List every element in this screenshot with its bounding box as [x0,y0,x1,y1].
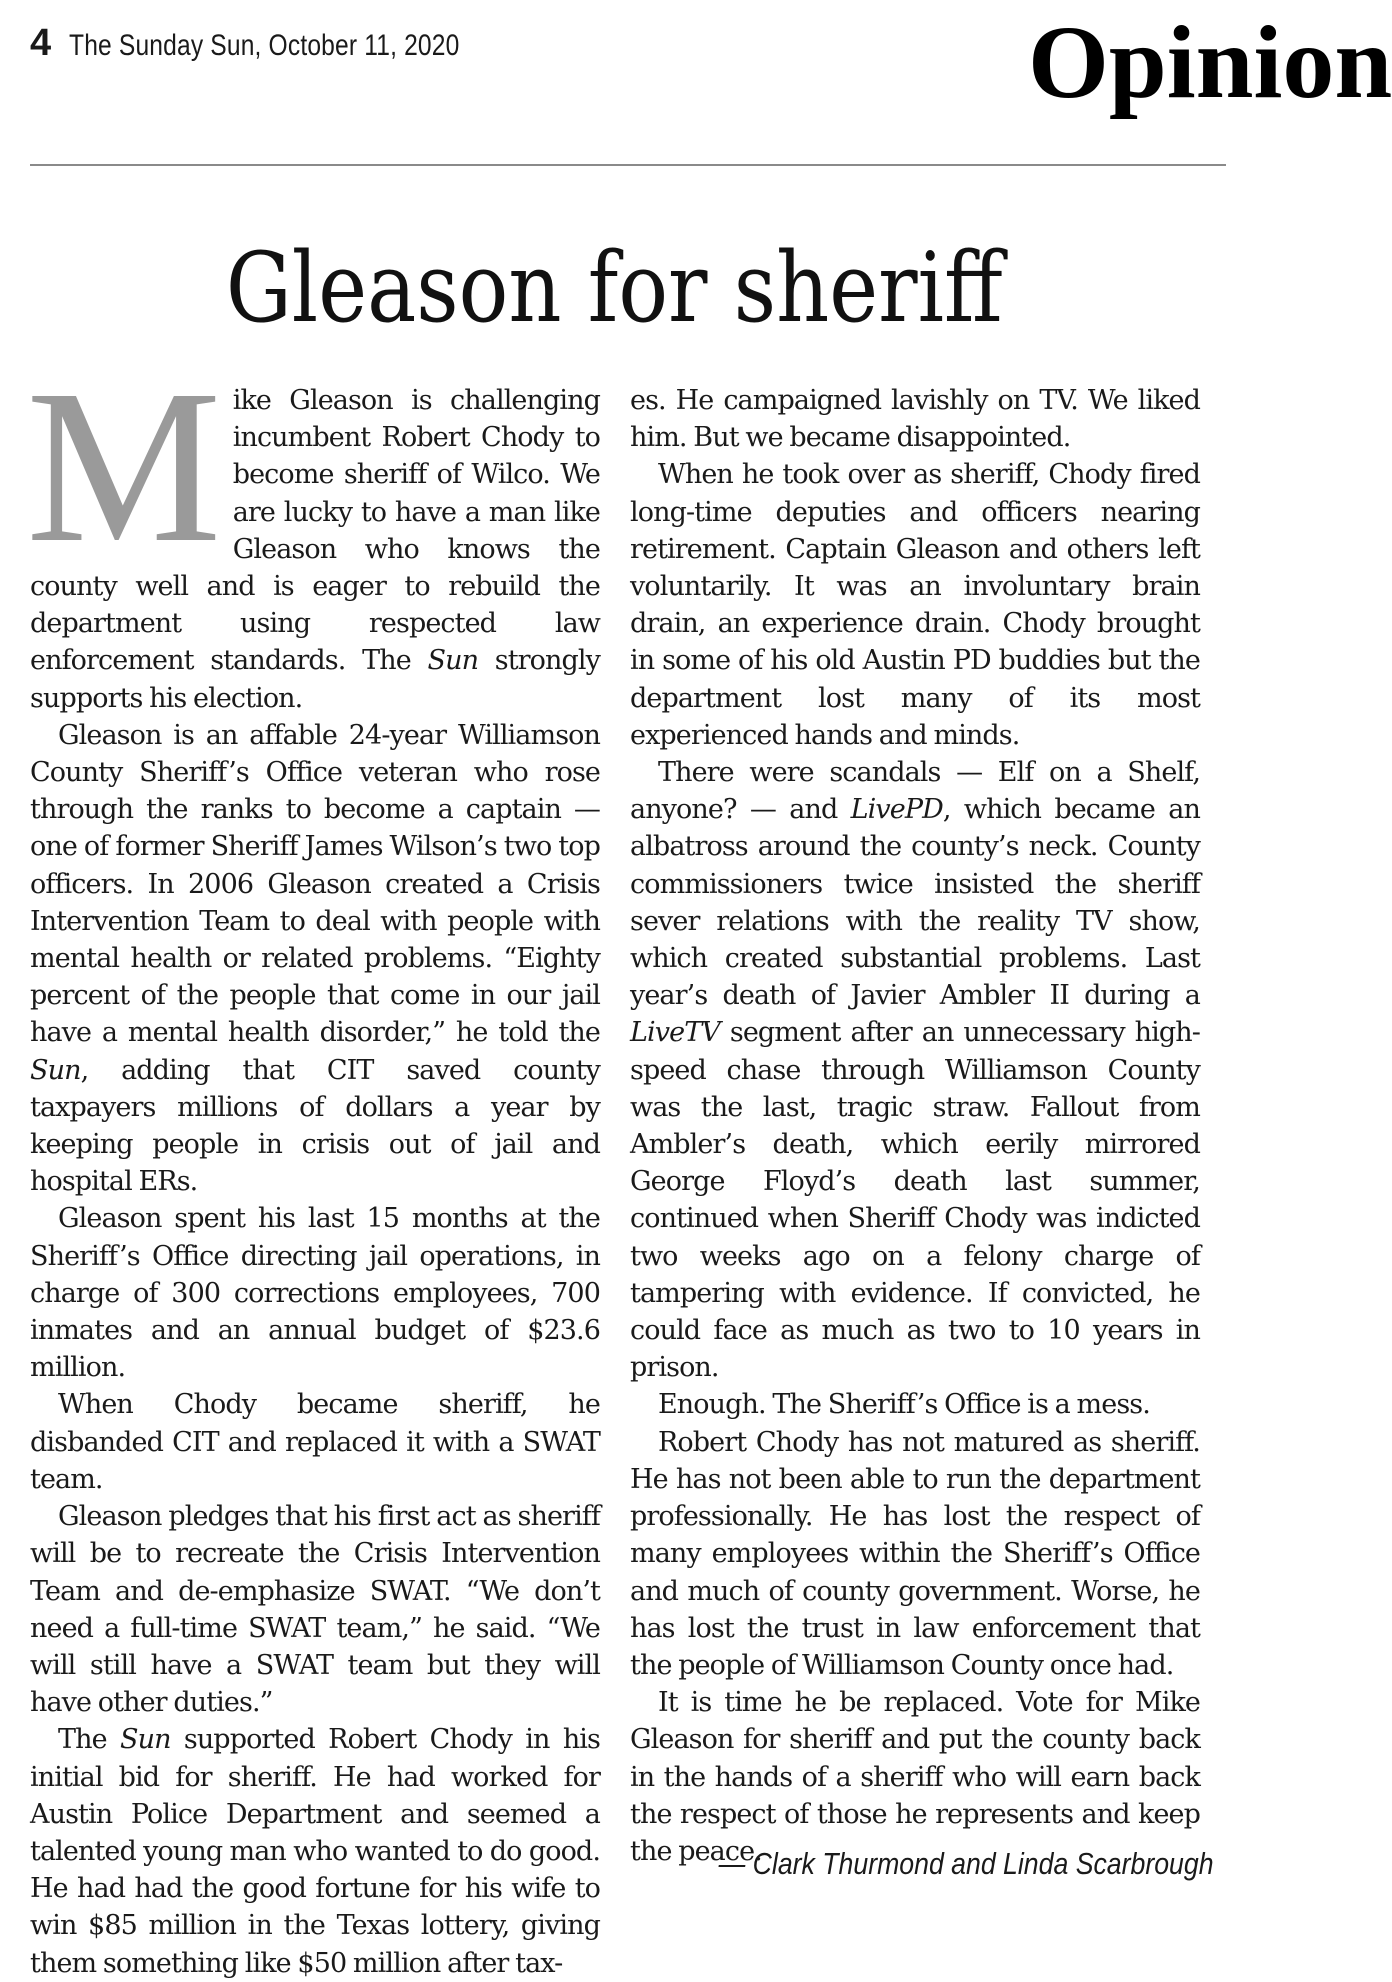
page-folio [30,22,545,65]
left-column [26,344,600,1982]
page-number: 4 [30,22,52,64]
headline: Gleason for sheriff [225,232,1003,344]
paragraph-6-end: es. He campaigned lavishly on TV. We liked him. But we became disappointed. [630,385,1200,454]
paragraph-5: Gleason pledges that his first act as sheriff will be to recreate the Crisis Intervention Team and de-emphasize SWAT. “We don’t need a full-time SWAT team,” he said. “We will still have a SWAT team but they will have other duties.” [30,1501,600,1719]
dateline: The Sunday Sun, October 11, 2020 [69,29,460,62]
paragraph-9: Enough. The Sheriff’s Office is a mess. [658,1389,1150,1421]
paragraph-7: When he took over as sheriff, Chody fired long-time deputies and officers nearing retirement. Captain Gleason and others left voluntarily. It was an involuntary brain drain, an experience drain. Chody brought in some of his old Austin PD buddies but the department lost many of its most experienced hands and minds. [630,459,1200,751]
paragraph-8: There were scandals — Elf on a Shelf, anyone? — and LivePD, which became an albatross around the county’s neck. County commissioners twice insisted the sheriff sever relations with the reality TV show, which created substantial problems. Last year’s death of Javier Ambler II during a LiveTV segment after an unnecessary high-speed chase through Williamson County was the last, tragic straw. Fallout from Ambler’s death, which eerily mirrored George Floyd’s death last summer, continued when Sheriff Chody was indicted two weeks ago on a felony charge of tampering with evidence. If convicted, he could face as much as two to 10 years in prison. [630,757,1200,1384]
paragraph-6-start: The Sun supported Robert Chody in his initial bid for sheriff. He had worked for Austin Police Department and seemed a talented young man who wanted to do good. He had had the good fortune for his wife to win $85 million in the Texas lottery, giving them something like $50 million after tax- [30,1724,600,1979]
paragraph-2: Gleason is an affable 24-year Williamson County Sheriff’s Office veteran who rose through the ranks to become a captain — one of former Sheriff James Wilson’s two top officers. In 2006 Gleason created a Crisis Intervention Team to deal with people with mental health or related problems. “Eighty percent of the people that come in our jail have a mental health disorder,” he told the Sun, adding that CIT saved county taxpayers millions of dollars a year by keeping people in crisis out of jail and hospital ERs. [30,719,600,1198]
paragraph-3: Gleason spent his last 15 months at the Sheriff’s Office directing jail operations, in charge of 300 corrections employees, 700 inmates and an annual budget of $23.6 million. [30,1203,600,1384]
paragraph-1: Mike Gleason is challenging incumbent Robert Chody to become sheriff of Wilco. We are lucky to have a man like Gleason who knows the county well and is eager to rebuild the department using respected law enforcement standards. The Sun strongly supports his election. [26,344,600,714]
header-rule [30,164,1226,166]
paragraph-10: Robert Chody has not matured as sheriff. He has not been able to run the department professionally. He has lost the respect of many employees within the Sheriff’s Office and much of county government. Worse, he has lost the trust in law enforcement that the people of Williamson County once had. [630,1426,1200,1681]
right-column [630,382,1200,1870]
paragraph-4: When Chody became sheriff, he disbanded CIT and replaced it with a SWAT team. [30,1389,600,1495]
paragraph-11: It is time he be replaced. Vote for Mike Gleason for sheriff and put the county back in the hands of a sheriff who will earn back the respect of those he represents and keep the peace. [630,1687,1200,1867]
drop-cap: M [26,344,221,588]
section-label: Opinion [1028,5,1392,120]
byline: — Clark Thurmond and Linda Scarbrough [719,1846,1214,1881]
